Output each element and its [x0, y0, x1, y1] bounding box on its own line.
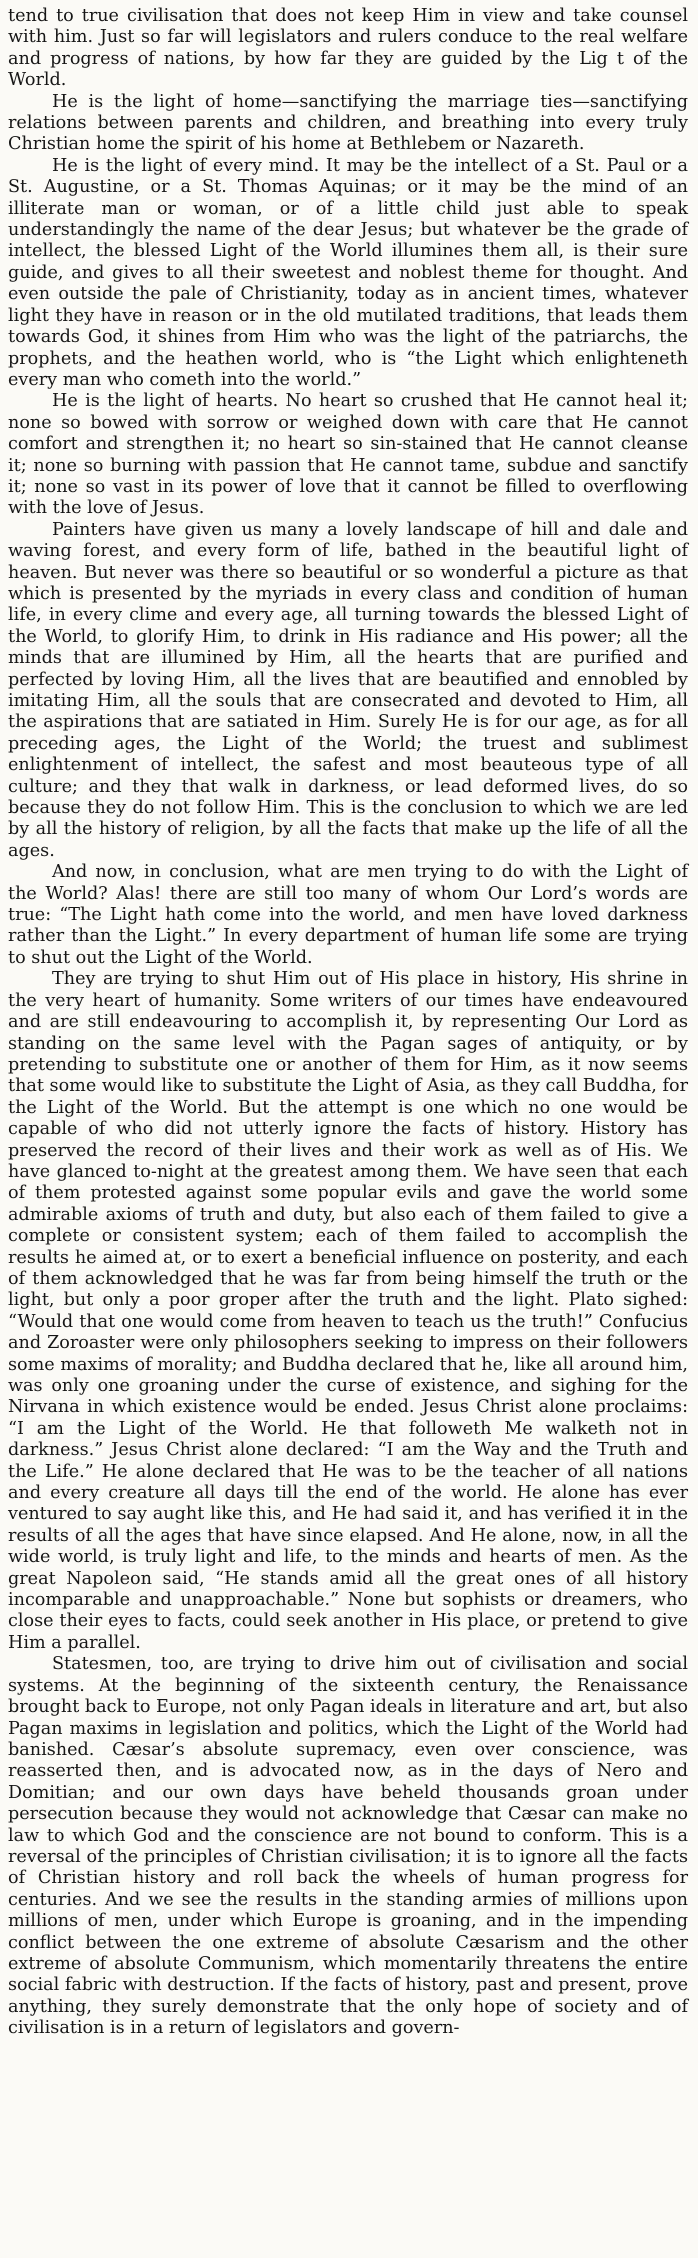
paragraph-6: And now, in conclusion, what are men trying to do with the Light of the World? Alas! there are still too many of whom Our Lord’s words are true: “The Light hath come into the world, and men have loved darkness rather than the Light.” In every department of human life some are trying to shut out the Light of the World. [8, 862, 688, 968]
paragraph-3: He is the light of every mind. It may be the intellect of a St. Paul or a St. Augustine, or a St. Thomas Aquinas; or it may be the mind of an illiterate man or woman, or of a little child just able to speak understandingly the name of the dear Jesus; but whatever be the grade of intellect, the blessed Light of the World illumines them all, is their sure guide, and gives to all their sweetest and noblest theme for thought. And even outside the pale of Christianity, today as in ancient times, whatever light they have in reason or in the old mutilated traditions, that leads them towards God, it shines from Him who was the light of the patriarchs, the prophets, and the heathen world, who is “the Light which enlighteneth every man who cometh into the world.” [8, 155, 688, 390]
paragraph-7: They are trying to shut Him out of His place in history, His shrine in the very heart of humanity. Some writers of our times have endeavoured and are still endeavouring to accomplish it, by representing Our Lord as standing on the same level with the Pagan sages of antiquity, or by pretending to substitute one or another of them for Him, as it now seems that some would like to substitute the Light of Asia, as they call Buddha, for the Light of the World. But the attempt is one which no one would be capable of who did not utterly ignore the facts of history. History has preserved the record of their lives and their work as well as of His. We have glanced to-night at the greatest among them. We have seen that each of them protested against some popular evils and gave the world some admirable axioms of truth and duty, but also each of them failed to give a complete or consistent system; each of them failed to accomplish the results he aimed at, or to exert a beneficial influence on posterity, and each of them acknowledged that he was far from being himself the truth or the light, but only a poor groper after the truth and the light. Plato sighed: “Would that one would come from heaven to teach us the truth!” Confucius and Zoroaster were only philosophers seeking to impress on their followers some maxims of morality; and Buddha declared that he, like all around him, was only one groaning under the curse of existence, and sighing for the Nirvana in which existence would be ended. Jesus Christ alone proclaims: “I am the Light of the World. He that followeth Me walketh not in darkness.” Jesus Christ alone declared: “I am the Way and the Truth and the Life.” He alone declared that He was to be the teacher of all nations and every creature all days till the end of the world. He alone has ever ventured to say aught like this, and He had said it, and has verified it in the results of all the ages that have since elapsed. And He alone, now, in all the wide world, is truly light and life, to the minds and hearts of men. As the great Napoleon said, “He stands amid all the great ones of all history incomparable and unapproachable.” None but sophists or dreamers, who close their eyes to facts, could seek another in His place, or pretend to give Him a parallel. [8, 969, 688, 1653]
paragraph-4: He is the light of hearts. No heart so crushed that He cannot heal it; none so bowed with sorrow or weighed down with care that He cannot comfort and strengthen it; no heart so sin-stained that He cannot cleanse it; none so burning with passion that He cannot tame, subdue and sanctify it; none so vast in its power of love that it cannot be filled to overflowing with the love of Jesus. [8, 391, 688, 519]
paragraph-8: Statesmen, too, are trying to drive him out of civilisation and social systems. At the beginning of the sixteenth century, the Renaissance brought back to Europe, not only Pagan ideals in literature and art, but also Pagan maxims in legislation and politics, which the Light of the World had banished. Cæsar’s absolute supremacy, even over conscience, was reasserted then, and is advocated now, as in the days of Nero and Domitian; and our own days have beheld thousands groan under persecution because they would not acknowledge that Cæsar can make no law to which God and the conscience are not bound to conform. This is a reversal of the principles of Christian civilisation; it is to ignore all the facts of Christian history and roll back the wheels of human progress for centuries. And we see the results in the standing armies of millions upon millions of men, under which Europe is groaning, and in the impending conflict between the one extreme of absolute Cæsarism and the other extreme of absolute Communism, which momentarily threatens the entire social fabric with destruction. If the facts of history, past and present, prove anything, they surely demonstrate that the only hope of society and of civilisation is in a return of legislators and govern- [8, 1654, 688, 2039]
paragraph-1: tend to true civilisation that does not keep Him in view and take counsel with him. Just so far will legislators and rulers conduce to the real welfare and progress of nations, by how far they are guided by the Lig t of the World. [8, 6, 688, 91]
paragraph-5: Painters have given us many a lovely landscape of hill and dale and waving forest, and every form of life, bathed in the beautiful light of heaven. But never was there so beautiful or so wonderful a picture as that which is presented by the myriads in every class and condition of human life, in every clime and every age, all turning towards the blessed Light of the World, to glorify Him, to drink in His radiance and His power; all the minds that are illumined by Him, all the hearts that are purified and perfected by loving Him, all the lives that are beautified and ennobled by imitating Him, all the souls that are consecrated and devoted to Him, all the aspirations that are satiated in Him. Surely He is for our age, as for all preceding ages, the Light of the World; the truest and sublimest enlightenment of intellect, the safest and most beauteous type of all culture; and they that walk in darkness, or lead deformed lives, do so because they do not follow Him. This is the conclusion to which we are led by all the history of religion, by all the facts that make up the life of all the ages. [8, 519, 688, 861]
paragraph-2: He is the light of home—sanctifying the marriage ties—sanctifying relations between parents and children, and breathing into every truly Christian home the spirit of his home at Bethlebem or Nazareth. [8, 91, 688, 155]
